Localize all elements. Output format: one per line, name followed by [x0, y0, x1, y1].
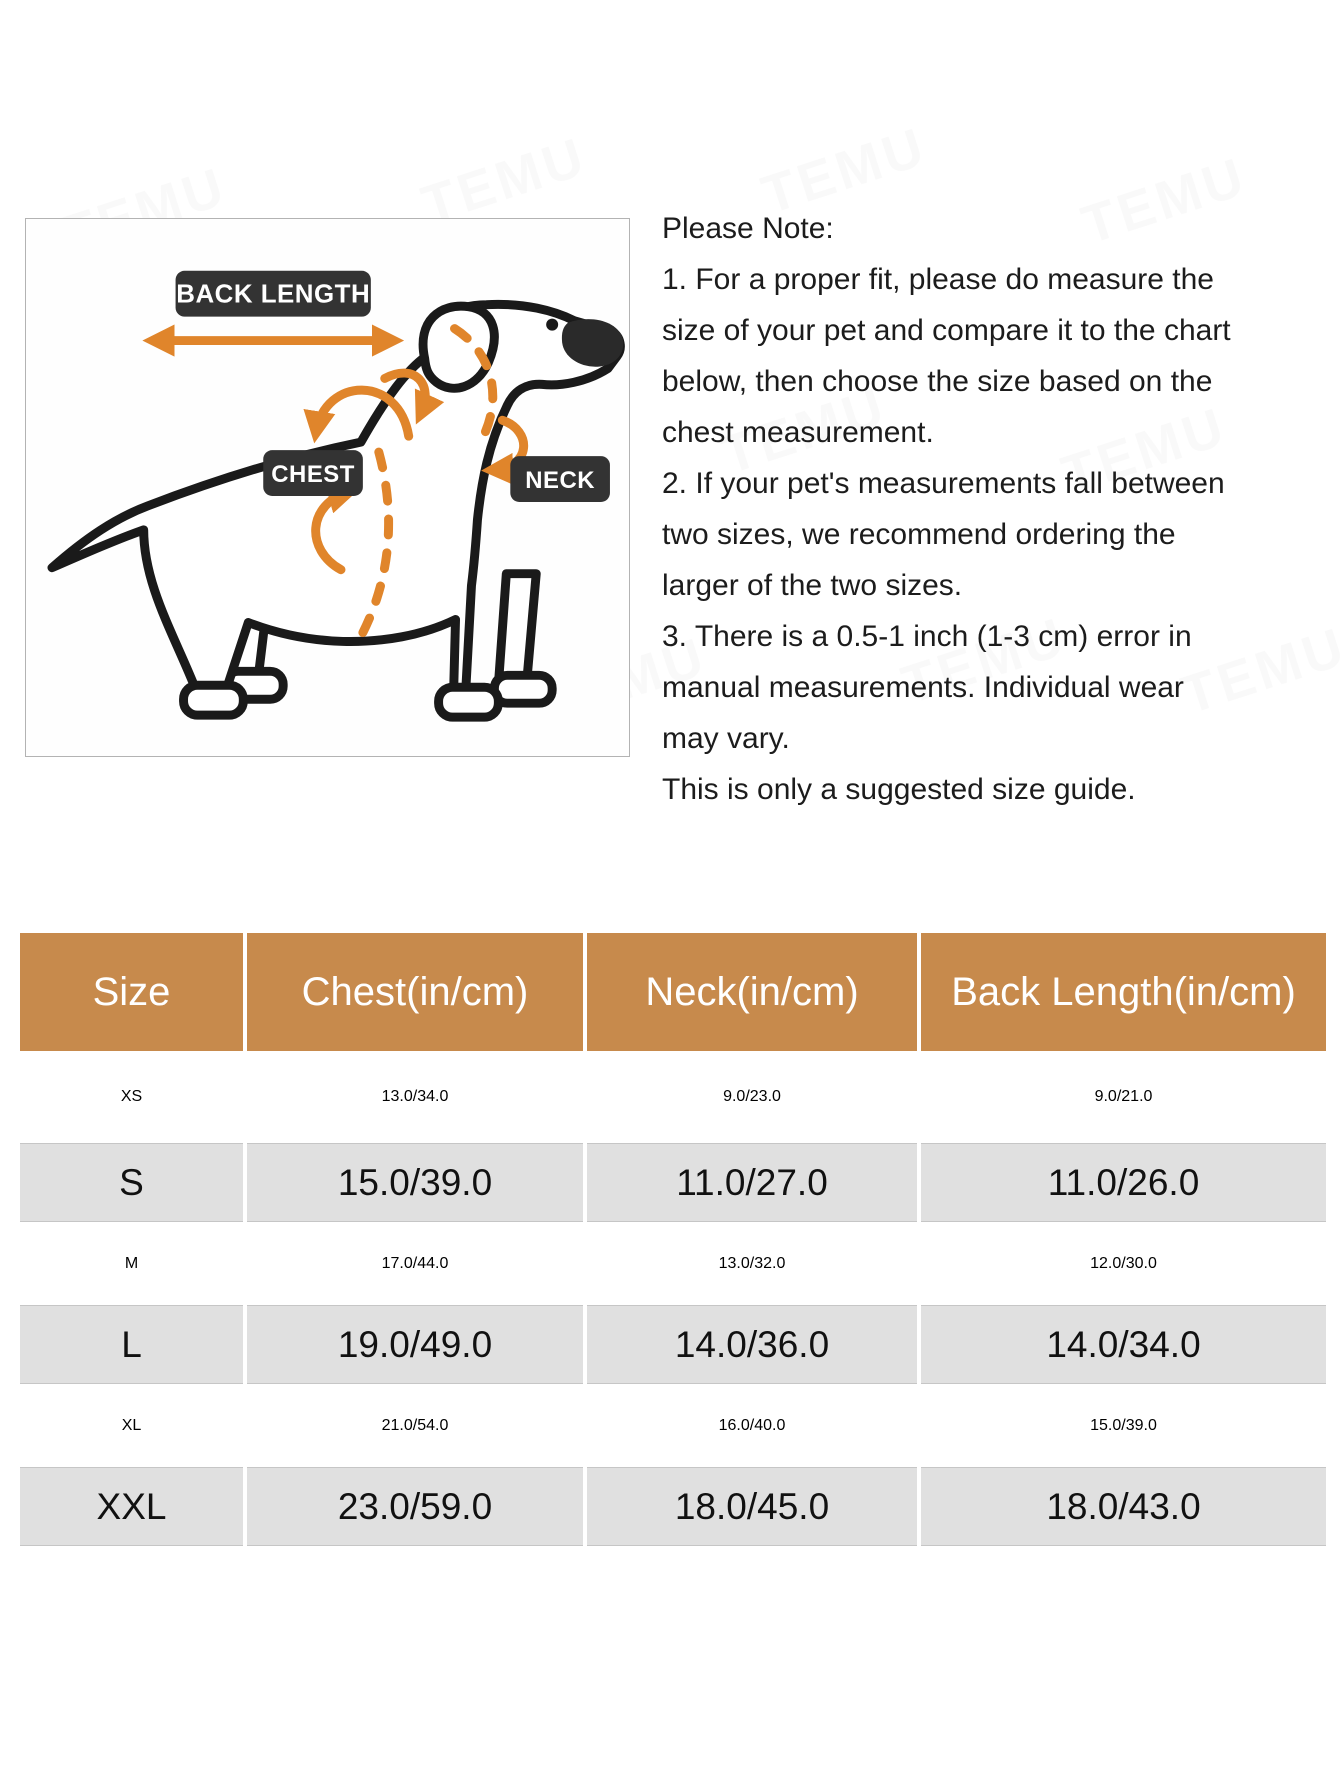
- table-cell: 16.0/40.0: [718, 1416, 786, 1434]
- table-row: [20, 1143, 1326, 1222]
- table-cell: 12.0/30.0: [1090, 1254, 1157, 1272]
- table-cell: 11.0/27.0: [587, 1143, 917, 1222]
- header-chest: Chest(in/cm): [247, 933, 583, 1051]
- header-neck: Neck(in/cm): [587, 933, 917, 1051]
- table-header-row: [20, 933, 1326, 1051]
- table-row: [20, 1224, 1326, 1303]
- table-cell: XS: [120, 1088, 143, 1105]
- table-cell: M: [124, 1254, 139, 1272]
- dog-ear: [423, 306, 494, 388]
- note-line: may vary.: [662, 722, 790, 755]
- table-row: [20, 1386, 1326, 1465]
- table-cell: 11.0/26.0: [921, 1143, 1326, 1222]
- note-line: two sizes, we recommend ordering the: [662, 518, 1176, 551]
- chest-label: [263, 450, 363, 496]
- table-cell: 13.0/34.0: [381, 1088, 449, 1105]
- back-length-label: [176, 271, 371, 317]
- table-cell: 15.0/39.0: [247, 1143, 583, 1222]
- table-cell: 18.0/43.0: [921, 1467, 1326, 1546]
- table-cell: 15.0/39.0: [1090, 1416, 1157, 1434]
- table-cell: XXL: [20, 1467, 243, 1546]
- measurement-diagram: [25, 218, 630, 757]
- dog-eye: [546, 319, 558, 331]
- note-line: larger of the two sizes.: [662, 569, 963, 602]
- dog-measurement-illustration: [26, 219, 629, 756]
- note-line: below, then choose the size based on the: [662, 365, 1213, 398]
- table-cell: 14.0/34.0: [921, 1305, 1326, 1384]
- table-row: [20, 1305, 1326, 1384]
- size-table: [20, 933, 1326, 1546]
- note-line: 2. If your pet's measurements fall between: [662, 467, 1225, 500]
- table-cell: 19.0/49.0: [247, 1305, 583, 1384]
- table-cell: XL: [121, 1416, 142, 1434]
- note-line: size of your pet and compare it to the chart: [662, 314, 1231, 347]
- note-line: chest measurement.: [662, 416, 934, 449]
- chest-label-text: CHEST: [271, 461, 355, 489]
- back-length-label-text: BACK LENGTH: [176, 280, 371, 309]
- notes-title: Please Note:: [662, 212, 834, 245]
- table-cell: 23.0/59.0: [247, 1467, 583, 1546]
- table-cell: 13.0/32.0: [718, 1254, 786, 1272]
- header-size: Size: [20, 933, 243, 1051]
- table-cell: 17.0/44.0: [381, 1254, 449, 1272]
- table-cell: 9.0/23.0: [723, 1088, 781, 1105]
- note-line: 3. There is a 0.5-1 inch (1-3 cm) error in: [662, 620, 1192, 653]
- table-row: [20, 1053, 1326, 1141]
- notes-block: [662, 203, 1231, 815]
- table-cell: 9.0/21.0: [1094, 1088, 1153, 1105]
- note-line: manual measurements. Individual wear: [662, 671, 1184, 704]
- table-cell: 21.0/54.0: [381, 1416, 449, 1434]
- dog-rear-foot: [184, 685, 244, 715]
- dog-far-front-foot: [494, 675, 552, 703]
- table-cell: S: [20, 1143, 243, 1222]
- note-line: This is only a suggested size guide.: [662, 773, 1136, 806]
- table-cell: 14.0/36.0: [587, 1305, 917, 1384]
- neck-label: [510, 456, 610, 502]
- dog-far-front-leg: [498, 574, 536, 688]
- neck-label-text: NECK: [525, 466, 596, 494]
- header-back-length: Back Length(in/cm): [921, 933, 1326, 1051]
- note-line: 1. For a proper fit, please do measure the: [662, 263, 1214, 296]
- table-cell: 18.0/45.0: [587, 1467, 917, 1546]
- table-row: [20, 1467, 1326, 1546]
- table-cell: L: [20, 1305, 243, 1384]
- dog-front-foot: [439, 687, 499, 717]
